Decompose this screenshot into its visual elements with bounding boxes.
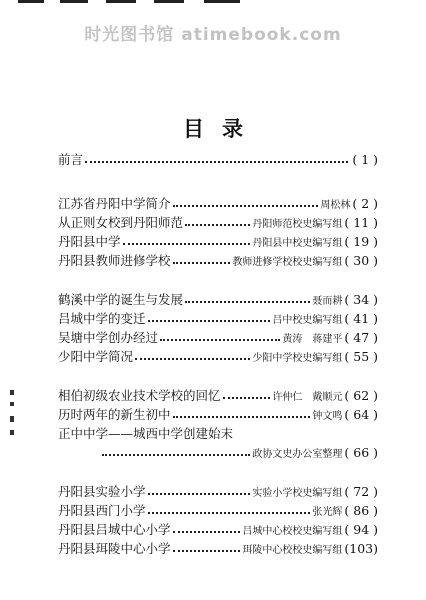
toc-entry-title: 吕城中学的变迁 (58, 311, 146, 326)
watermark: 时光图书馆 atimebook.com (84, 25, 342, 45)
toc-entry-attribution: 钟文鸣 (312, 410, 343, 422)
page-title: 目录 (183, 116, 261, 141)
leader-dots (135, 357, 250, 360)
binding-marks (10, 390, 16, 440)
toc-entry-attribution: 黄涛 蒋建平 (282, 333, 343, 345)
toc-entry[interactable] (58, 482, 378, 500)
toc-entry-attribution: 珥陵中心校校史编写组 (242, 544, 343, 556)
toc-entry-title: 前言 (58, 152, 84, 167)
toc-entry[interactable] (58, 501, 378, 519)
toc-entry-title: 少阳中学简况 (58, 349, 134, 364)
toc-entry-attribution: 许仲仁 戴顺元 (272, 391, 343, 403)
toc-entry-title: 丹阳县吕城中心小学 (58, 522, 171, 537)
leader-dots (173, 204, 319, 207)
toc-entry-page: ( 41 ) (344, 310, 378, 326)
toc-entry-attribution: 吕中校史编写组 (272, 314, 343, 326)
toc-entry-page: ( 11 ) (344, 214, 378, 230)
toc-entry-title: 丹阳县教师进修学校 (58, 253, 171, 268)
toc-entry-page: ( 62 ) (344, 387, 378, 403)
toc-entry-page: (103) (344, 540, 378, 556)
leader-dots (173, 549, 241, 552)
toc-entry-page: ( 19 ) (344, 233, 378, 249)
toc-entry-title: 丹阳县珥陵中心小学 (58, 541, 171, 556)
leader-dots (85, 160, 348, 163)
toc-entry-page: ( 30 ) (344, 252, 378, 268)
toc-entry-title: 吴塘中学创办经过 (58, 330, 159, 345)
toc-entry[interactable] (58, 424, 378, 442)
toc-entry-attribution: 周松林 (320, 199, 351, 211)
leader-dots (173, 530, 241, 533)
toc-entry[interactable] (58, 150, 378, 168)
toc-entry[interactable] (58, 194, 378, 212)
toc-entry-title: 江苏省丹阳中学简介 (58, 196, 171, 211)
toc-entry[interactable] (58, 520, 378, 538)
leader-dots (123, 242, 251, 245)
toc-entry[interactable] (58, 309, 378, 327)
leader-dots (173, 415, 311, 418)
toc-entry-continuation[interactable] (58, 443, 378, 461)
leader-dots (148, 492, 251, 495)
toc-entry-attribution: 张光辉 (312, 506, 343, 518)
toc-entry[interactable] (58, 405, 378, 423)
toc-entry-page: ( 72 ) (344, 483, 378, 499)
toc-entry-page: ( 55 ) (344, 348, 378, 364)
toc-entry[interactable] (58, 290, 378, 308)
toc-entry-attribution: 丹阳县中校史编写组 (252, 237, 343, 249)
leader-dots (148, 511, 311, 514)
toc-entry-title: 历时两年的新生初中 (58, 407, 171, 422)
toc-entry-title: 正中中学——城西中学创建始末 (58, 426, 234, 441)
toc-entry-page: ( 66 ) (344, 444, 378, 460)
leader-dots (102, 453, 250, 456)
toc-entry-title: 从正则女校到丹阳师范 (58, 215, 184, 230)
toc-entry-title: 丹阳县实验小学 (58, 484, 146, 499)
leader-dots (160, 338, 280, 341)
toc-entry-page: ( 2 ) (352, 195, 378, 211)
toc-entry-page: ( 64 ) (344, 406, 378, 422)
leader-dots (185, 300, 310, 303)
toc-entry[interactable] (58, 539, 378, 557)
leader-dots (185, 223, 250, 226)
toc-entry-page: ( 94 ) (344, 521, 378, 537)
toc-entry-title: 丹阳县中学 (58, 234, 121, 249)
toc-entry-attribution: 教师进修学校校史编写组 (232, 256, 343, 268)
toc-entry-page: ( 86 ) (344, 502, 378, 518)
leader-dots (148, 319, 271, 322)
toc-entry-title: 鹤溪中学的诞生与发展 (58, 292, 184, 307)
top-edge-marks (18, 0, 278, 6)
toc-entry[interactable] (58, 232, 378, 250)
toc-entry-page: ( 34 ) (344, 291, 378, 307)
toc-entry-page: ( 1 ) (352, 151, 378, 167)
toc-entry-attribution: 实验小学校史编写组 (252, 487, 343, 499)
toc-entry-title: 丹阳县西门小学 (58, 503, 146, 518)
toc-entry-attribution: 吕城中心校校史编写组 (242, 525, 343, 537)
toc-entry-title: 相伯初级农业技术学校的回忆 (58, 388, 221, 403)
toc-entry[interactable] (58, 347, 378, 365)
toc-entry[interactable] (58, 328, 378, 346)
leader-dots (223, 396, 271, 399)
toc-entry-attribution: 丹阳师范校史编写组 (252, 218, 343, 230)
leader-dots (173, 261, 231, 264)
toc-entry-attribution: 政协文史办公室整理 (252, 448, 343, 460)
toc-entry-page: ( 47 ) (344, 329, 378, 345)
toc-entry[interactable] (58, 386, 378, 404)
toc-entry-attribution: 聂而耕 (312, 295, 343, 307)
toc-entry[interactable] (58, 213, 378, 231)
toc-entry[interactable] (58, 251, 378, 269)
toc-entry-attribution: 少阳中学校史编写组 (252, 352, 343, 364)
